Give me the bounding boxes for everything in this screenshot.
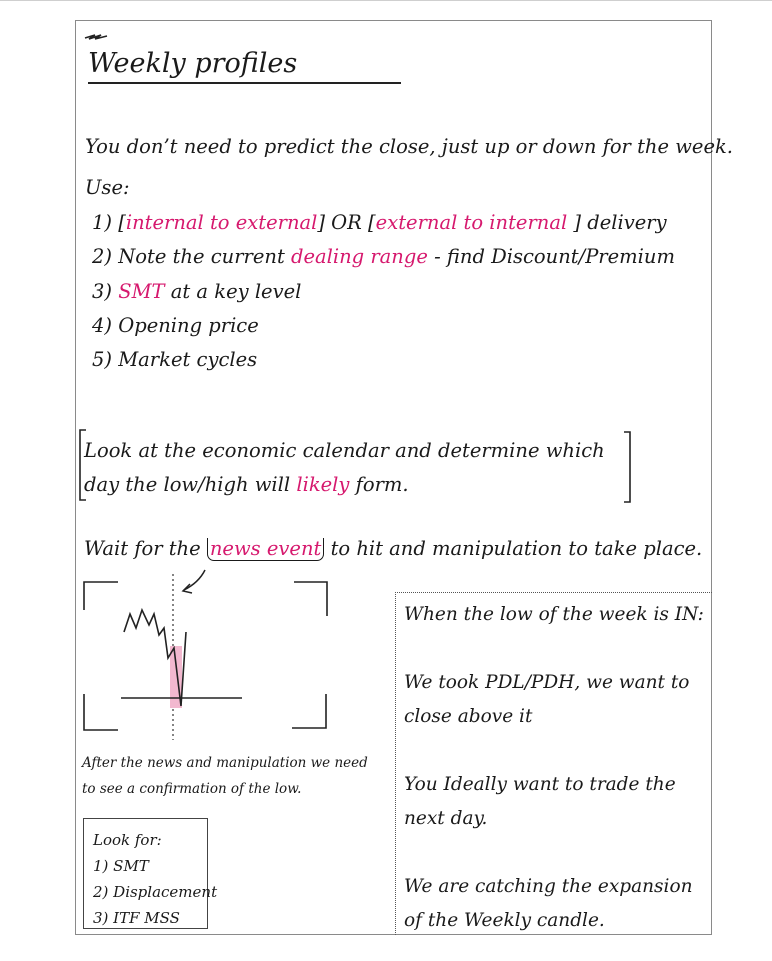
list-item-1: 1) [internal to external] OR [external to internal ] delivery — [92, 211, 667, 234]
look-for-item-smt: 1) SMT — [93, 857, 149, 875]
low-of-week-panel — [395, 592, 712, 935]
look-for-item-displacement: 2) Displacement — [93, 883, 218, 901]
list-item-5: 5) Market cycles — [92, 348, 258, 371]
panel-line: We are catching the expansion — [404, 876, 693, 897]
panel-gap — [404, 734, 712, 768]
page-title: Weekly profiles — [88, 48, 298, 79]
look-for-title: Look for: — [93, 831, 162, 849]
panel-gap — [404, 836, 712, 870]
panel-line: We took PDL/PDH, we want to — [404, 672, 690, 693]
list-item-3: 3) SMT at a key level — [92, 280, 302, 303]
after-news-note: After the news and manipulation we need to see a confirmation of the low. — [82, 755, 368, 797]
panel-line: next day. — [404, 808, 488, 829]
panel-line: close above it — [404, 706, 533, 727]
list-item-4: 4) Opening price — [92, 314, 259, 337]
look-for-box — [83, 818, 218, 929]
news-event-highlight: news event — [207, 538, 325, 561]
panel-gap — [404, 632, 712, 666]
use-label: Use: — [85, 176, 130, 199]
calendar-note: Look at the economic calendar and determine which day the low/high will likely form. — [84, 439, 605, 496]
panel-line: You Ideally want to trade the — [404, 774, 676, 795]
panel-line: of the Weekly candle. — [404, 910, 605, 931]
list-item-2: 2) Note the current dealing range - find Discount/Premium — [92, 245, 675, 268]
panel-line: When the low of the week is IN: — [404, 604, 704, 625]
look-for-item-mss: 3) ITF MSS — [93, 909, 180, 927]
wait-note: Wait for the news event to hit and manipulation to take place. — [84, 537, 703, 560]
intro-text: You don’t need to predict the close, just up or down for the week. — [85, 135, 733, 158]
